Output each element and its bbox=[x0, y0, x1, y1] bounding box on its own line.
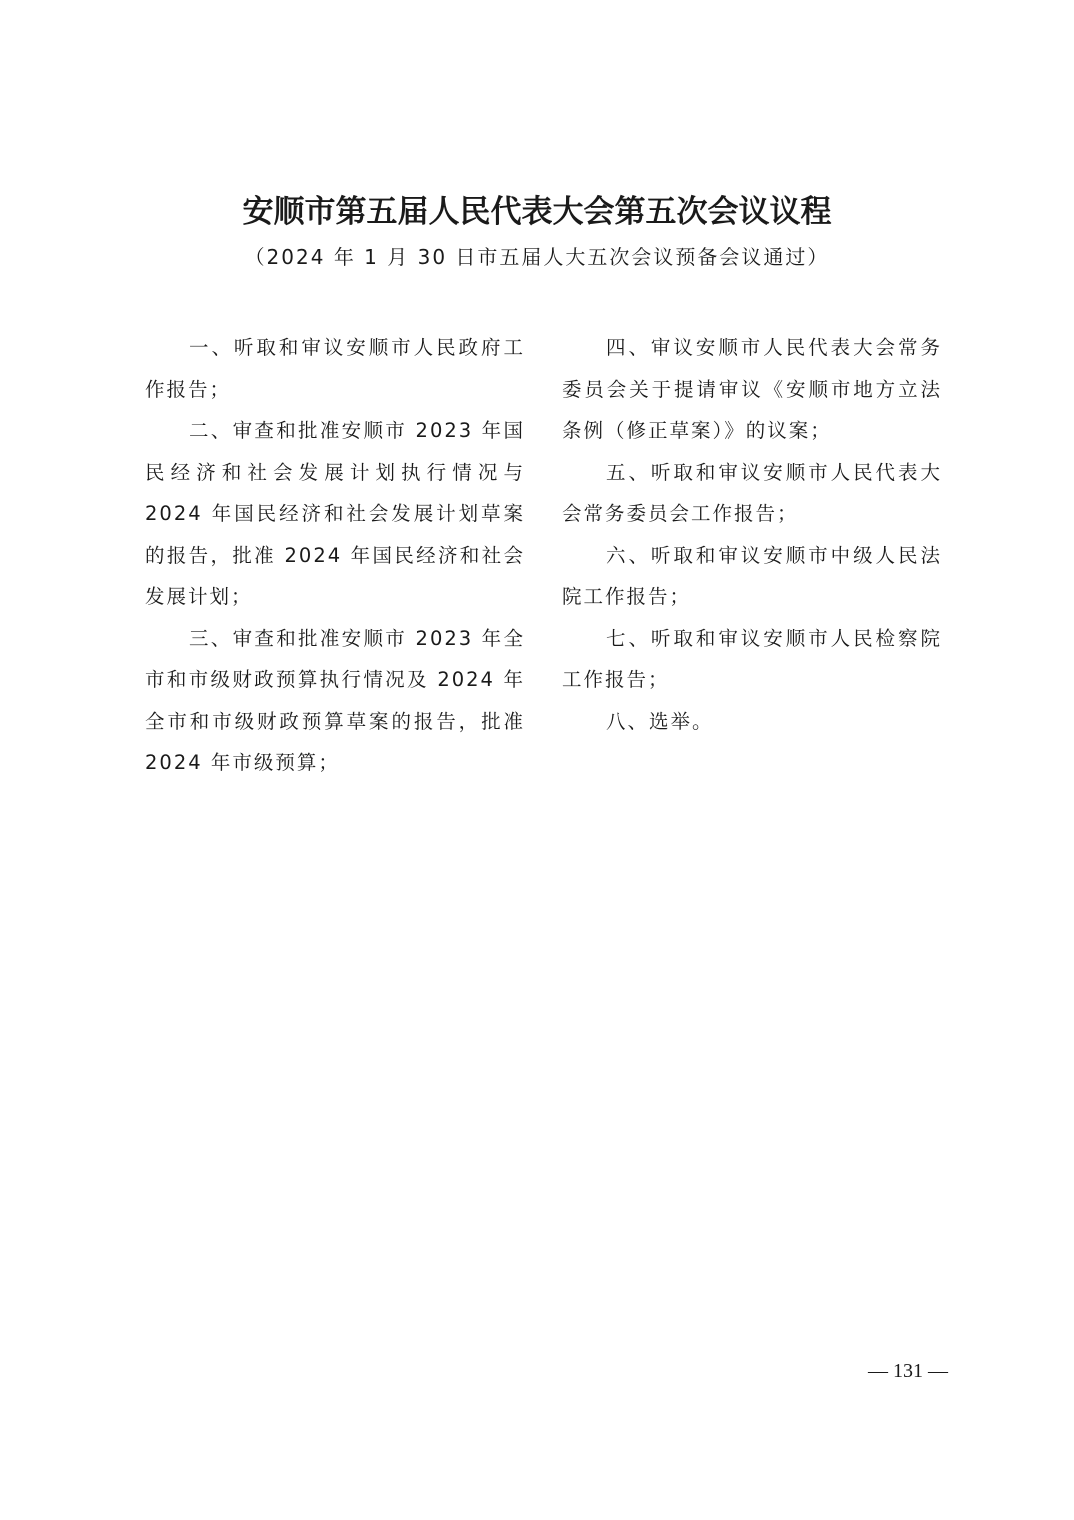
agenda-column-left bbox=[145, 327, 525, 784]
agenda-item-1: 一、听取和审议安顺市人民政府工作报告； bbox=[145, 336, 525, 401]
document-title: 安顺市第五届人民代表大会第五次会议议程 bbox=[242, 194, 832, 230]
page-number: — 131 — bbox=[868, 1360, 948, 1382]
agenda-item-2: 二、审查和批准安顺市 2023 年国民经济和社会发展计划执行情况与 2024 年国民经济和社会发展计划草案的报告，批准 2024 年国民经济和社会发展计划； bbox=[145, 419, 525, 608]
agenda-item-8: 八、选举。 bbox=[606, 709, 714, 733]
agenda-item-6: 六、听取和审议安顺市中级人民法院工作报告； bbox=[562, 543, 942, 608]
agenda-item-4: 四、审议安顺市人民代表大会常务委员会关于提请审议《安顺市地方立法条例（修正草案）》的议案； bbox=[562, 336, 942, 442]
agenda-item-7: 七、听取和审议安顺市人民检察院工作报告； bbox=[562, 626, 942, 691]
document-subtitle: （2024 年 1 月 30 日市五届人大五次会议预备会议通过） bbox=[244, 245, 830, 269]
agenda-column-right bbox=[562, 327, 942, 742]
agenda-item-3: 三、审查和批准安顺市 2023 年全市和市级财政预算执行情况及 2024 年全市和市级财政预算草案的报告，批准 2024 年市级预算； bbox=[145, 626, 525, 774]
agenda-item-5: 五、听取和审议安顺市人民代表大会常务委员会工作报告； bbox=[562, 460, 942, 525]
